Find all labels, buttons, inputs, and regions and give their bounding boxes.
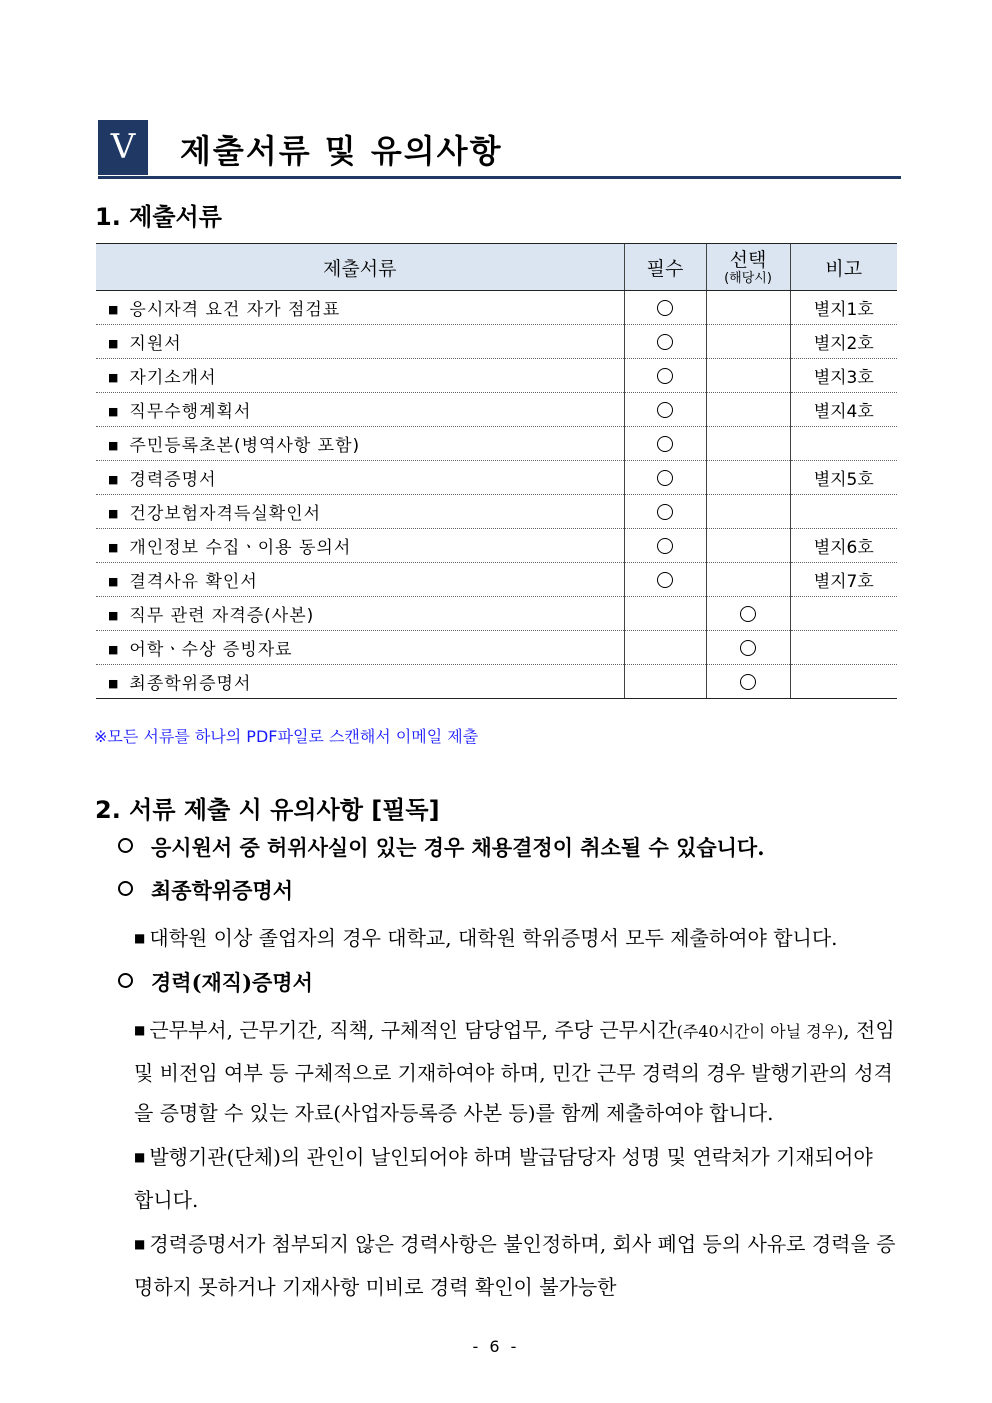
remark-cell: 별지5호	[790, 461, 897, 495]
optional-cell	[706, 529, 790, 563]
document-name-cell	[96, 359, 624, 393]
optional-mark-icon	[740, 640, 756, 656]
section-number-box: V	[98, 120, 148, 175]
required-mark-icon	[657, 470, 673, 486]
note-subitem-text-small: (주40시간이 아닐 경우)	[676, 1022, 844, 1041]
required-cell	[624, 393, 706, 427]
required-cell	[624, 291, 706, 325]
note-subitem-text-part: 근무부서, 근무기간, 직책, 구체적인 담당업무, 주당 근무시간	[149, 1018, 677, 1042]
table-row	[96, 495, 897, 529]
table-row	[96, 359, 897, 393]
square-bullet-icon: ■	[134, 1023, 146, 1037]
remark-cell: 별지1호	[790, 291, 897, 325]
remark-cell: 별지4호	[790, 393, 897, 427]
optional-cell	[706, 665, 790, 699]
note-subitem-text	[134, 1018, 895, 1125]
remark-cell: 별지6호	[790, 529, 897, 563]
document-name: 직무 관련 자격증(사본)	[129, 606, 315, 626]
table-row	[96, 427, 897, 461]
remark-cell: 별지3호	[790, 359, 897, 393]
required-cell	[624, 427, 706, 461]
document-name: 직무수행계획서	[129, 402, 252, 422]
remark-cell	[790, 427, 897, 461]
square-bullet-icon: ■	[108, 473, 120, 486]
document-name-cell	[96, 325, 624, 359]
required-cell	[624, 495, 706, 529]
table-row	[96, 393, 897, 427]
remark-cell	[790, 597, 897, 631]
document-name: 개인정보 수집ㆍ이용 동의서	[129, 538, 352, 558]
required-cell	[624, 529, 706, 563]
required-cell	[624, 325, 706, 359]
document-name: 경력증명서	[129, 470, 217, 490]
optional-mark-icon	[740, 606, 756, 622]
note-subitem-text: 대학원 이상 졸업자의 경우 대학교, 대학원 학위증명서 모두 제출하여야 합니다.	[149, 926, 838, 950]
page-number: - 6 -	[472, 1337, 520, 1356]
optional-cell	[706, 291, 790, 325]
table-row	[96, 325, 897, 359]
document-name-cell	[96, 495, 624, 529]
header-remarks: 비고	[790, 244, 897, 291]
required-cell	[624, 597, 706, 631]
documents-table	[96, 243, 897, 699]
square-bullet-icon: ■	[108, 303, 120, 316]
note-text: 경력(재직)증명서	[151, 970, 313, 995]
optional-cell	[706, 427, 790, 461]
square-bullet-icon: ■	[108, 371, 120, 384]
circle-bullet-icon	[118, 838, 133, 853]
required-mark-icon	[657, 436, 673, 452]
optional-mark-icon	[740, 674, 756, 690]
square-bullet-icon: ■	[108, 575, 120, 588]
remark-cell	[790, 495, 897, 529]
note-item	[118, 967, 898, 997]
document-name-cell	[96, 665, 624, 699]
section-divider	[98, 176, 901, 179]
required-mark-icon	[657, 538, 673, 554]
document-name-cell	[96, 393, 624, 427]
note-subitem	[134, 1137, 898, 1220]
required-cell	[624, 631, 706, 665]
note-text: 최종학위증명서	[151, 878, 294, 903]
square-bullet-icon: ■	[134, 1150, 146, 1164]
table-row	[96, 597, 897, 631]
header-documents: 제출서류	[96, 244, 624, 291]
square-bullet-icon: ■	[108, 643, 120, 656]
table-row	[96, 529, 897, 563]
circle-bullet-icon	[118, 881, 133, 896]
note-subitem-text-part: , 전임 및 비전임 여부 등 구체적으로 기재하여야 하며, 민간 근무 경력의 경우 발행기관의 성격을 증명할 수 있는 자료(사업자등록증 사본 등)를 함께 제출하여야 합니다.	[134, 1018, 895, 1125]
note-subitem-text: 경력증명서가 첨부되지 않은 경력사항은 불인정하며, 회사 폐업 등의 사유로 경력을 증명하지 못하거나 기재사항 미비로 경력 확인이 불가능한	[134, 1232, 896, 1299]
document-name: 최종학위증명서	[129, 674, 252, 694]
note-subitem-text: 발행기관(단체)의 관인이 날인되어야 하며 발급담당자 성명 및 연락처가 기재되어야 합니다.	[134, 1145, 873, 1212]
note-subitem	[134, 918, 898, 961]
required-mark-icon	[657, 334, 673, 350]
optional-cell	[706, 495, 790, 529]
document-name-cell	[96, 291, 624, 325]
remark-cell	[790, 665, 897, 699]
document-name-cell	[96, 427, 624, 461]
required-mark-icon	[657, 300, 673, 316]
table-row	[96, 631, 897, 665]
optional-cell	[706, 631, 790, 665]
optional-cell	[706, 597, 790, 631]
required-mark-icon	[657, 402, 673, 418]
square-bullet-icon: ■	[108, 677, 120, 690]
circle-bullet-icon	[118, 973, 133, 988]
header-required: 필수	[624, 244, 706, 291]
square-bullet-icon: ■	[108, 541, 120, 554]
optional-cell	[706, 393, 790, 427]
table-row	[96, 291, 897, 325]
subsection-title-documents: 1. 제출서류	[95, 203, 222, 231]
table-row	[96, 563, 897, 597]
document-name: 건강보험자격득실확인서	[129, 504, 322, 524]
document-name: 어학ㆍ수상 증빙자료	[129, 640, 293, 660]
note-subitem	[134, 1010, 898, 1133]
document-name: 결격사유 확인서	[129, 572, 258, 592]
optional-cell	[706, 461, 790, 495]
required-mark-icon	[657, 504, 673, 520]
note-subitem	[134, 1224, 898, 1307]
section-header	[98, 120, 901, 180]
required-mark-icon	[657, 368, 673, 384]
header-optional	[706, 244, 790, 291]
required-mark-icon	[657, 572, 673, 588]
square-bullet-icon: ■	[108, 609, 120, 622]
remark-cell: 별지7호	[790, 563, 897, 597]
square-bullet-icon: ■	[108, 507, 120, 520]
submission-notice: ※모든 서류를 하나의 PDF파일로 스캔해서 이메일 제출	[94, 727, 479, 746]
document-name: 응시자격 요건 자가 점검표	[129, 300, 341, 320]
notes-list	[118, 832, 898, 1311]
document-name-cell	[96, 631, 624, 665]
document-name: 자기소개서	[129, 368, 217, 388]
square-bullet-icon: ■	[108, 337, 120, 350]
document-name: 주민등록초본(병역사항 포함)	[129, 436, 361, 456]
required-cell	[624, 665, 706, 699]
document-name-cell	[96, 563, 624, 597]
required-cell	[624, 563, 706, 597]
optional-cell	[706, 359, 790, 393]
square-bullet-icon: ■	[108, 439, 120, 452]
section-title: 제출서류 및 유의사항	[180, 132, 503, 170]
subsection-title-notes: 2. 서류 제출 시 유의사항 [필독]	[95, 796, 440, 824]
note-text: 응시원서 중 허위사실이 있는 경우 채용결정이 취소될 수 있습니다.	[151, 835, 765, 860]
header-optional-note: (해당시)	[724, 270, 772, 286]
header-optional-label: 선택	[729, 248, 767, 271]
document-name-cell	[96, 597, 624, 631]
note-item	[118, 875, 898, 905]
required-cell	[624, 461, 706, 495]
square-bullet-icon: ■	[108, 405, 120, 418]
document-name: 지원서	[129, 334, 182, 354]
remark-cell	[790, 631, 897, 665]
remark-cell: 별지2호	[790, 325, 897, 359]
note-item	[118, 832, 898, 862]
square-bullet-icon: ■	[134, 1237, 146, 1251]
square-bullet-icon: ■	[134, 931, 146, 945]
document-name-cell	[96, 461, 624, 495]
required-cell	[624, 359, 706, 393]
optional-cell	[706, 325, 790, 359]
table-row	[96, 461, 897, 495]
optional-cell	[706, 563, 790, 597]
document-name-cell	[96, 529, 624, 563]
table-row	[96, 665, 897, 699]
table-header-row	[96, 244, 897, 291]
